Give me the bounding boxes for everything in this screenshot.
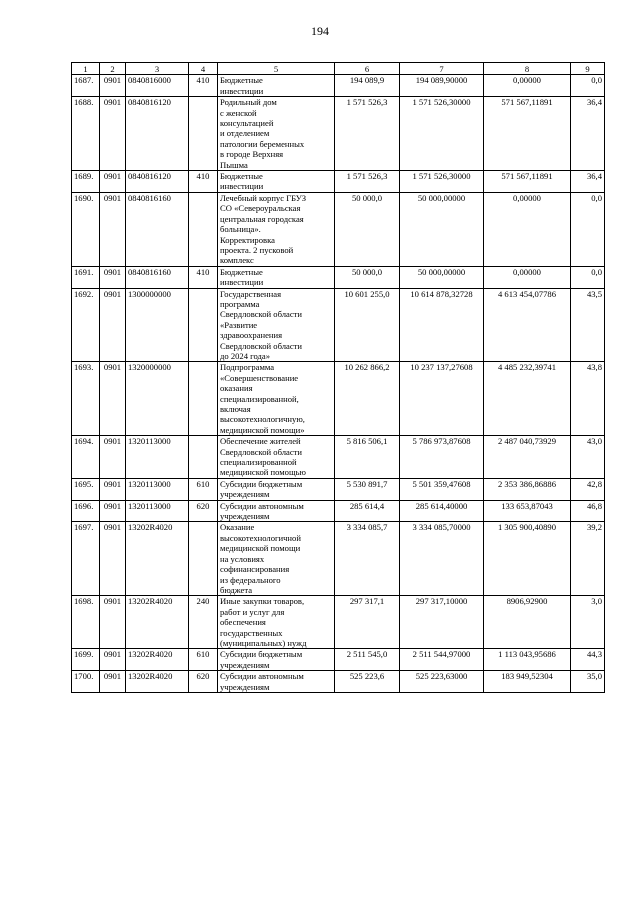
table-row: [72, 171, 605, 193]
table-row: [72, 478, 605, 500]
table-row: [72, 671, 605, 693]
table-row: [72, 436, 605, 479]
execution-percent: 46,8: [571, 500, 605, 522]
planned-amount: 5 816 506,1: [335, 436, 400, 479]
executed-amount: 183 949,52304: [484, 671, 571, 693]
section-code: 0901: [100, 671, 126, 693]
row-number: 1699.: [72, 649, 100, 671]
target-article-code: 0840816120: [126, 171, 189, 193]
row-number: 1700.: [72, 671, 100, 693]
column-header: 2: [100, 63, 126, 75]
planned-amount: 50 000,0: [335, 266, 400, 288]
planned-amount: 297 317,1: [335, 596, 400, 649]
item-name: Бюджетные инвестиции: [218, 171, 335, 193]
column-header: 1: [72, 63, 100, 75]
row-number: 1689.: [72, 171, 100, 193]
execution-percent: 0,0: [571, 75, 605, 97]
item-name: Оказание высокотехнологичной медицинской помощи на условиях софинансирования из федерального бюджета: [218, 522, 335, 596]
section-code: 0901: [100, 596, 126, 649]
planned-amount: 50 000,0: [335, 192, 400, 266]
execution-percent: 42,8: [571, 478, 605, 500]
item-name: Бюджетные инвестиции: [218, 266, 335, 288]
approved-amount: 10 237 137,27608: [400, 362, 484, 436]
row-number: 1694.: [72, 436, 100, 479]
row-number: 1693.: [72, 362, 100, 436]
execution-percent: 0,0: [571, 266, 605, 288]
item-name: Субсидии автономным учреждениям: [218, 500, 335, 522]
section-code: 0901: [100, 288, 126, 362]
target-article-code: 1320113000: [126, 478, 189, 500]
section-code: 0901: [100, 266, 126, 288]
row-number: 1687.: [72, 75, 100, 97]
table-row: [72, 266, 605, 288]
item-name: Обеспечение жителей Свердловской области специализированной медицинской помощью: [218, 436, 335, 479]
section-code: 0901: [100, 192, 126, 266]
section-code: 0901: [100, 97, 126, 171]
table-row: [72, 97, 605, 171]
column-header: 8: [484, 63, 571, 75]
target-article-code: 1300000000: [126, 288, 189, 362]
item-name: Подпрограмма «Совершенствование оказания специализированной, включая высокотехнологичную, медицинской помощи»: [218, 362, 335, 436]
expense-type-code: [189, 522, 218, 596]
executed-amount: 1 113 043,95686: [484, 649, 571, 671]
expense-type-code: 610: [189, 478, 218, 500]
planned-amount: 10 601 255,0: [335, 288, 400, 362]
expense-type-code: [189, 436, 218, 479]
expense-type-code: 240: [189, 596, 218, 649]
column-header: 6: [335, 63, 400, 75]
page-number: 194: [311, 24, 329, 38]
column-header: 3: [126, 63, 189, 75]
execution-percent: 0,0: [571, 192, 605, 266]
planned-amount: 194 089,9: [335, 75, 400, 97]
item-name: Субсидии бюджетным учреждениям: [218, 478, 335, 500]
target-article-code: 0840816160: [126, 192, 189, 266]
item-name: Родильный дом с женской консультацией и отделением патологии беременных в городе Верхняя Пышма: [218, 97, 335, 171]
expense-type-code: 620: [189, 500, 218, 522]
approved-amount: 50 000,00000: [400, 192, 484, 266]
table-row: [72, 192, 605, 266]
executed-amount: 133 653,87043: [484, 500, 571, 522]
planned-amount: 1 571 526,3: [335, 97, 400, 171]
section-code: 0901: [100, 171, 126, 193]
item-name: Государственная программа Свердловской области «Развитие здравоохранения Свердловской области до 2024 года»: [218, 288, 335, 362]
approved-amount: 525 223,63000: [400, 671, 484, 693]
approved-amount: 50 000,00000: [400, 266, 484, 288]
item-name: Лечебный корпус ГБУЗ СО «Североуральская центральная городская больница». Корректировка проекта. 2 пусковой комплекс: [218, 192, 335, 266]
approved-amount: 1 571 526,30000: [400, 97, 484, 171]
table-row: [72, 500, 605, 522]
row-number: 1688.: [72, 97, 100, 171]
target-article-code: 0840816120: [126, 97, 189, 171]
expense-type-code: 410: [189, 266, 218, 288]
row-number: 1690.: [72, 192, 100, 266]
table-row: [72, 362, 605, 436]
expense-type-code: [189, 192, 218, 266]
table-row: [72, 596, 605, 649]
executed-amount: 4 485 232,39741: [484, 362, 571, 436]
target-article-code: 0840816160: [126, 266, 189, 288]
planned-amount: 1 571 526,3: [335, 171, 400, 193]
row-number: 1695.: [72, 478, 100, 500]
expense-type-code: 610: [189, 649, 218, 671]
column-header: 4: [189, 63, 218, 75]
executed-amount: 2 353 386,86886: [484, 478, 571, 500]
item-name: Иные закупки товаров, работ и услуг для обеспечения государственных (муниципальных) нужд: [218, 596, 335, 649]
planned-amount: 10 262 866,2: [335, 362, 400, 436]
approved-amount: 2 511 544,97000: [400, 649, 484, 671]
approved-amount: 10 614 878,32728: [400, 288, 484, 362]
target-article-code: 13202R4020: [126, 649, 189, 671]
approved-amount: 5 786 973,87608: [400, 436, 484, 479]
section-code: 0901: [100, 362, 126, 436]
executed-amount: 571 567,11891: [484, 97, 571, 171]
table-row: [72, 522, 605, 596]
section-code: 0901: [100, 522, 126, 596]
execution-percent: 43,8: [571, 362, 605, 436]
table-header-row: [72, 63, 605, 75]
execution-percent: 43,5: [571, 288, 605, 362]
section-code: 0901: [100, 75, 126, 97]
executed-amount: 0,00000: [484, 266, 571, 288]
table-row: [72, 75, 605, 97]
expense-type-code: 620: [189, 671, 218, 693]
target-article-code: 13202R4020: [126, 671, 189, 693]
execution-percent: 36,4: [571, 97, 605, 171]
execution-percent: 44,3: [571, 649, 605, 671]
item-name: Субсидии автономным учреждениям: [218, 671, 335, 693]
approved-amount: 285 614,40000: [400, 500, 484, 522]
section-code: 0901: [100, 436, 126, 479]
section-code: 0901: [100, 478, 126, 500]
execution-percent: 35,0: [571, 671, 605, 693]
approved-amount: 194 089,90000: [400, 75, 484, 97]
approved-amount: 297 317,10000: [400, 596, 484, 649]
planned-amount: 3 334 085,7: [335, 522, 400, 596]
target-article-code: 0840816000: [126, 75, 189, 97]
row-number: 1692.: [72, 288, 100, 362]
column-header: 7: [400, 63, 484, 75]
table-row: [72, 288, 605, 362]
expense-type-code: 410: [189, 171, 218, 193]
executed-amount: 0,00000: [484, 192, 571, 266]
expense-type-code: [189, 97, 218, 171]
row-number: 1697.: [72, 522, 100, 596]
execution-percent: 39,2: [571, 522, 605, 596]
expense-type-code: [189, 362, 218, 436]
planned-amount: 5 530 891,7: [335, 478, 400, 500]
executed-amount: 2 487 040,73929: [484, 436, 571, 479]
planned-amount: 285 614,4: [335, 500, 400, 522]
execution-percent: 3,0: [571, 596, 605, 649]
approved-amount: 5 501 359,47608: [400, 478, 484, 500]
target-article-code: 13202R4020: [126, 596, 189, 649]
budget-table: [71, 62, 605, 693]
approved-amount: 1 571 526,30000: [400, 171, 484, 193]
execution-percent: 43,0: [571, 436, 605, 479]
target-article-code: 1320113000: [126, 436, 189, 479]
approved-amount: 3 334 085,70000: [400, 522, 484, 596]
section-code: 0901: [100, 500, 126, 522]
row-number: 1696.: [72, 500, 100, 522]
table-row: [72, 649, 605, 671]
section-code: 0901: [100, 649, 126, 671]
row-number: 1691.: [72, 266, 100, 288]
item-name: Бюджетные инвестиции: [218, 75, 335, 97]
target-article-code: 1320113000: [126, 500, 189, 522]
executed-amount: 8906,92900: [484, 596, 571, 649]
target-article-code: 13202R4020: [126, 522, 189, 596]
executed-amount: 0,00000: [484, 75, 571, 97]
planned-amount: 2 511 545,0: [335, 649, 400, 671]
executed-amount: 1 305 900,40890: [484, 522, 571, 596]
planned-amount: 525 223,6: [335, 671, 400, 693]
execution-percent: 36,4: [571, 171, 605, 193]
table-body: [72, 75, 605, 693]
row-number: 1698.: [72, 596, 100, 649]
column-header: 5: [218, 63, 335, 75]
column-header: 9: [571, 63, 605, 75]
item-name: Субсидии бюджетным учреждениям: [218, 649, 335, 671]
target-article-code: 1320000000: [126, 362, 189, 436]
expense-type-code: 410: [189, 75, 218, 97]
executed-amount: 571 567,11891: [484, 171, 571, 193]
expense-type-code: [189, 288, 218, 362]
executed-amount: 4 613 454,07786: [484, 288, 571, 362]
